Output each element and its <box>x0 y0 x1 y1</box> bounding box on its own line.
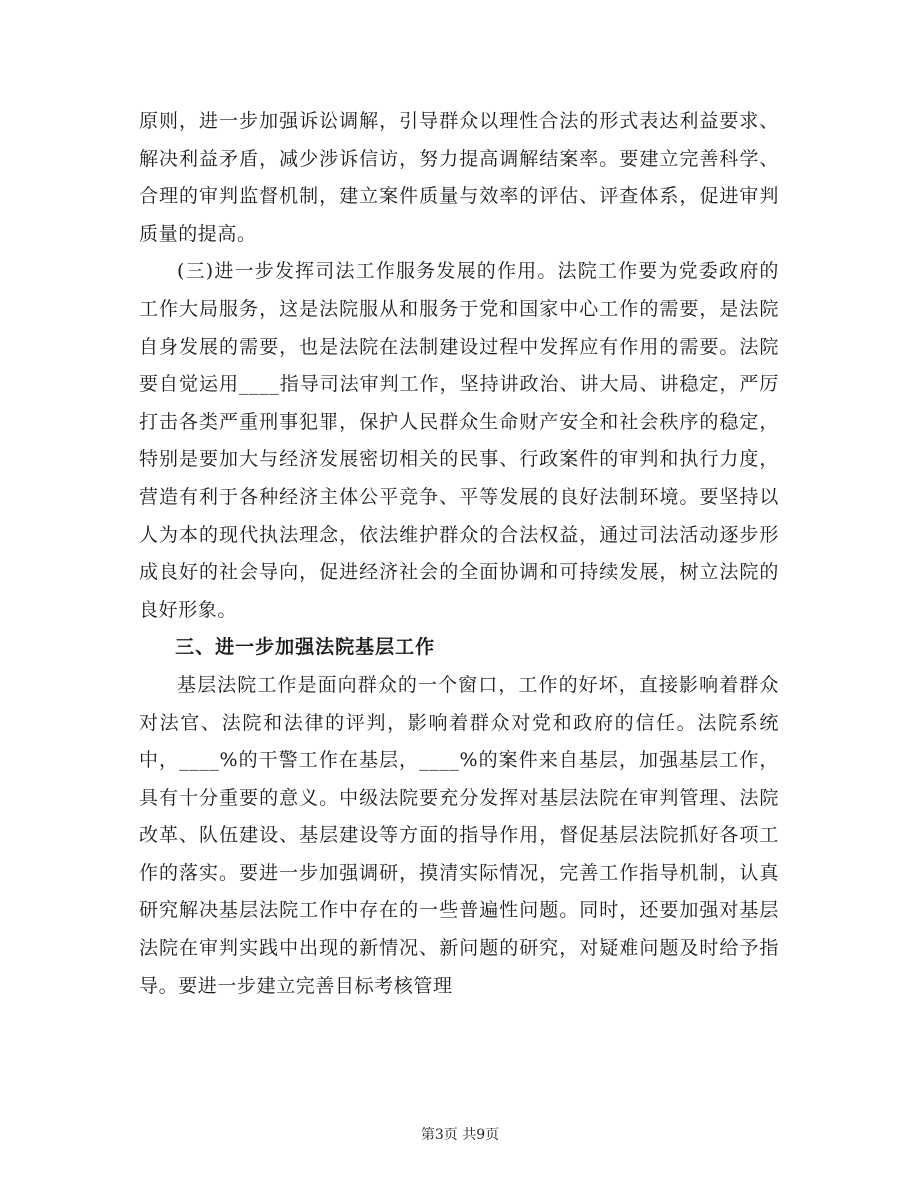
paragraph-court-service-role: (三)进一步发挥司法工作服务发展的作用。法院工作要为党委政府的工作大局服务，这是法院服从和服务于党和国家中心工作的需要，是法院自身发展的需要，也是法院在法制建设过程中发挥应有作用的需要。法院要自觉运用____指导司法审判工作，坚持讲政治、讲大局、讲稳定，严厉打击各类严重刑事犯罪，保护人民群众生命财产安全和社会秩序的稳定，特别是要加大与经济发展密切相关的民事、行政案件的审判和执行力度，营造有利于各种经济主体公平竞争、平等发展的良好法制环境。要坚持以人为本的现代执法理念，依法维护群众的合法权益，通过司法活动逐步形成良好的社会导向，促进经济社会的全面协调和可持续发展，树立法院的良好形象。 <box>139 260 779 621</box>
page-number-footer: 第3页 共9页 <box>420 1127 500 1143</box>
paragraph-grassroots-work: 基层法院工作是面向群众的一个窗口，工作的好坏，直接影响着群众对法官、法院和法律的评判，影响着群众对党和政府的信任。法院系统中，____%的干警工作在基层，____%的案件来自基层，加强基层工作，具有十分重要的意义。中级法院要充分发挥对基层法院在审判管理、法院改革、队伍建设、基层建设等方面的指导作用，督促基层法院抓好各项工作的落实。要进一步加强调研，摸清实际情况，完善工作指导机制，认真研究解决基层法院工作中存在的一些普遍性问题。同时，还要加强对基层法院在审判实践中出现的新情况、新问题的研究，对疑难问题及时给予指导。要进一步建立完善目标考核管理 <box>139 673 779 997</box>
paragraph-continuation: 原则，进一步加强诉讼调解，引导群众以理性合法的形式表达利益要求、解决利益矛盾，减少涉诉信访，努力提高调解结案率。要建立完善科学、合理的审判监督机制，建立案件质量与效率的评估、评查体系，促进审判质量的提高。 <box>139 110 779 245</box>
document-body <box>139 103 779 1005</box>
section-heading-grassroots: 三、进一步加强法院基层工作 <box>175 636 436 659</box>
